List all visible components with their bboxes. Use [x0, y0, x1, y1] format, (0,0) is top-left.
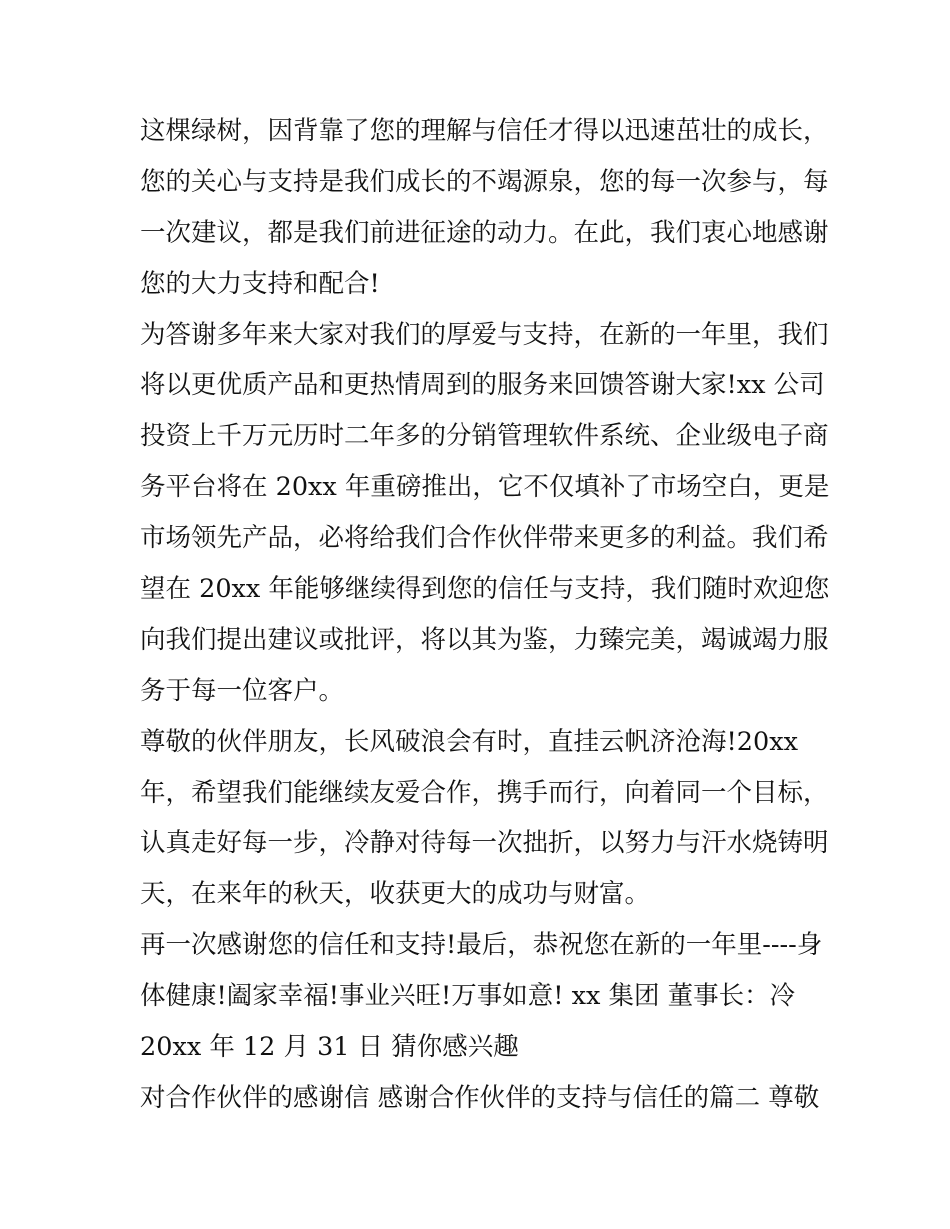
text-line: 天，在来年的秋天，收获更大的成功与财富。 — [140, 879, 651, 910]
letter-body — [140, 106, 830, 1124]
text-line: 望在 20xx 年能够继续得到您的信任与支持，我们随时欢迎您 — [140, 574, 830, 605]
text-line: 尊敬的伙伴朋友，长风破浪会有时，直挂云帆济沧海!20xx — [140, 726, 798, 757]
text-line: 务于每一位客户。 — [140, 675, 345, 706]
text-line: 为答谢多年来大家对我们的厚爱与支持，在新的一年里，我们 — [140, 319, 829, 350]
text-line: 投资上千万元历时二年多的分销管理软件系统、企业级电子商 — [140, 421, 829, 452]
text-line: 向我们提出建议或批评，将以其为鉴，力臻完美，竭诚竭力服 — [140, 624, 829, 655]
text-line: 20xx 年 12 月 31 日 猜你感兴趣 — [140, 1032, 519, 1063]
text-line: 一次建议，都是我们前进征途的动力。在此，我们衷心地感谢 — [140, 217, 829, 248]
text-line: 认真走好每一步，冷静对待每一次拙折，以努力与汗水烧铸明 — [140, 828, 829, 859]
text-line: 体健康!阖家幸福!事业兴旺!万事如意! xx 集团 董事长：冷 — [140, 981, 796, 1012]
text-line: 对合作伙伴的感谢信 感谢合作伙伴的支持与信任的篇二 尊敬 — [140, 1082, 820, 1113]
text-line: 将以更优质产品和更热情周到的服务来回馈答谢大家!xx 公司 — [140, 370, 825, 401]
text-line: 这棵绿树，因背靠了您的理解与信任才得以迅速茁壮的成长， — [140, 116, 829, 146]
text-line: 再一次感谢您的信任和支持!最后，恭祝您在新的一年里----身 — [140, 930, 823, 961]
text-line: 市场领先产品，必将给我们合作伙伴带来更多的利益。我们希 — [140, 523, 829, 554]
text-line: 年，希望我们能继续友爱合作，携手而行，向着同一个目标， — [140, 777, 829, 808]
text-line: 您的关心与支持是我们成长的不竭源泉，您的每一次参与，每 — [140, 166, 829, 197]
text-line: 务平台将在 20xx 年重磅推出，它不仅填补了市场空白，更是 — [140, 472, 830, 503]
text-line: 您的大力支持和配合! — [140, 268, 380, 299]
